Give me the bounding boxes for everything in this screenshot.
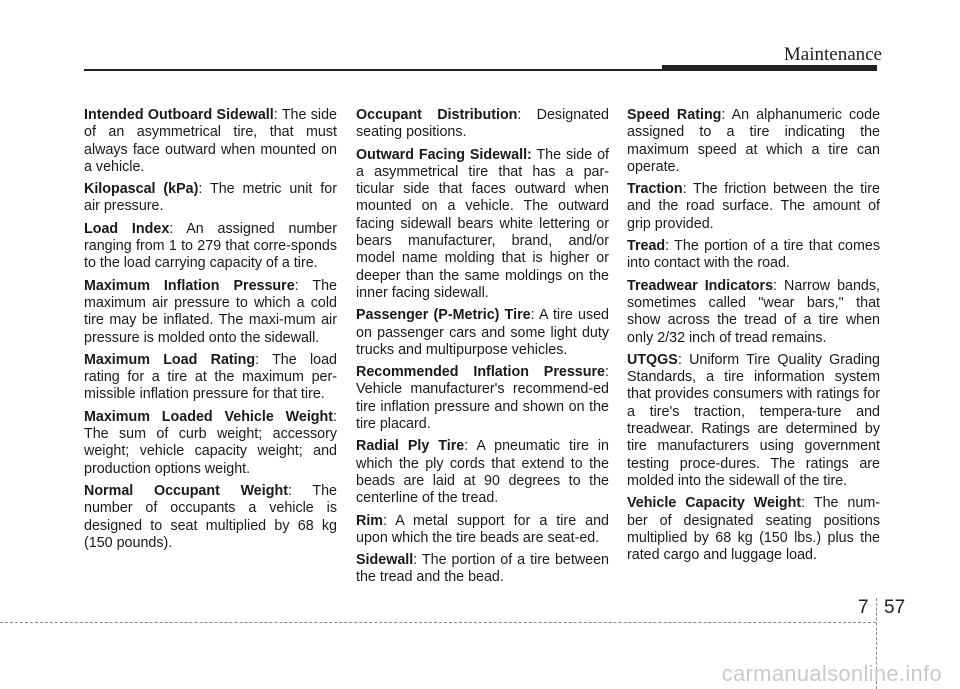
glossary-entry xyxy=(356,364,609,433)
glossary-definition: The load rating for a tire at the maximum per-missible inflation pressure for that tire. xyxy=(84,351,338,403)
glossary-entry xyxy=(84,221,337,273)
glossary-definition: A tire used on passenger cars and some light duty trucks and multipurpose vehicles. xyxy=(356,307,610,358)
glossary-term: Intended Outboard Sidewall xyxy=(84,107,274,123)
glossary-separator: : xyxy=(413,552,422,569)
glossary-separator: : xyxy=(677,351,690,368)
glossary-definition: The portion of a tire between the tread and the bead. xyxy=(356,552,609,586)
glossary-separator: : xyxy=(169,220,187,237)
glossary-entry xyxy=(627,278,880,347)
glossary-entry xyxy=(356,147,609,303)
glossary-separator: : xyxy=(333,408,337,425)
glossary-entry xyxy=(627,352,880,490)
glossary-term: Kilopascal (kPa) xyxy=(84,181,199,198)
glossary-definition: A pneumatic tire in which the ply cords that extend to the beads are laid at 90 degrees to the centerline of the tread. xyxy=(356,438,609,507)
glossary-entry xyxy=(356,307,609,359)
glossary-entry xyxy=(627,495,880,564)
glossary-column-2 xyxy=(356,107,609,592)
glossary-definition: Uniform Tire Quality Grading Standards, a tire information system that provides consumers with ratings for a tire's traction, tempera-ture and treadwear. Ratings are determined by tire manufacturers using government testing proce-dures. The ratings are molded into the sidewall of the tire. xyxy=(627,351,881,489)
glossary-separator: : xyxy=(383,512,396,529)
glossary-entry xyxy=(627,238,880,273)
glossary-definition: Narrow bands, sometimes called "wear bars," that show across the tread of a tire when only 2/32 inch of tread remains. xyxy=(627,277,880,346)
glossary-separator: : xyxy=(464,438,477,455)
glossary-definition: The number of occupants a vehicle is designed to seat multiplied by 68 kg (150 pounds). xyxy=(84,482,337,551)
glossary-separator: : xyxy=(198,181,210,198)
glossary-column-3 xyxy=(627,107,880,569)
glossary-separator: : xyxy=(287,482,313,499)
glossary-separator: : xyxy=(665,238,675,255)
glossary-definition: An assigned number ranging from 1 to 279 that corre-sponds to the load carrying capacity of a tire. xyxy=(84,220,338,272)
glossary-entry xyxy=(84,181,337,216)
glossary-definition: The side of a asymmetrical tire that has a par-ticular side that faces outward when mounted on a vehicle. The outward facing sidewall bears white lettering or bears manufacturer, brand, and/or model name molding that is higher or deeper than the same moldings on the inner facing sidewall. xyxy=(356,146,609,301)
chapter-number: 7 xyxy=(858,597,869,618)
glossary-entry xyxy=(356,513,609,548)
glossary-term: Outward Facing Sidewall: xyxy=(356,146,532,163)
glossary-term: Treadwear Indicators xyxy=(627,277,774,294)
glossary-definition: The metric unit for air pressure. xyxy=(84,181,337,215)
glossary-separator: : xyxy=(273,107,282,123)
header-rule-thick xyxy=(662,65,877,71)
footer-rule xyxy=(0,622,876,623)
glossary-separator: : xyxy=(294,277,313,294)
glossary-term: Normal Occupant Weight xyxy=(84,482,288,499)
glossary-column-1 xyxy=(84,107,337,557)
glossary-definition: The num-ber of designated seating positions multiplied by 68 kg (150 lbs.) plus the rated cargo and luggage load. xyxy=(627,495,881,564)
glossary-term: Load Index xyxy=(84,220,170,237)
glossary-definition: A metal support for a tire and upon which the tire beads are seat-ed. xyxy=(356,512,610,546)
glossary-separator: : xyxy=(605,364,609,381)
glossary-entry xyxy=(356,438,609,507)
glossary-definition: Vehicle manufacturer's recommend-ed tire inflation pressure and shown on the tire placard. xyxy=(356,381,609,433)
watermark: carmanualsonline.info xyxy=(721,661,942,686)
glossary-term: Occupant Distribution xyxy=(356,107,518,123)
glossary-entry xyxy=(627,181,880,233)
glossary-separator: : xyxy=(682,181,693,198)
glossary-separator: : xyxy=(801,495,814,512)
glossary-term: Vehicle Capacity Weight xyxy=(627,495,802,512)
glossary-term: Maximum Load Rating xyxy=(84,351,256,368)
glossary-definition: The friction between the tire and the road surface. The amount of grip provided. xyxy=(627,181,881,232)
glossary-term: Maximum Loaded Vehicle Weight xyxy=(84,408,334,425)
page-header-title: Maintenance xyxy=(783,44,882,65)
glossary-entry xyxy=(84,483,337,552)
glossary-definition: An alphanumeric code assigned to a tire indicating the maximum speed at which a tire can operate. xyxy=(627,107,881,175)
glossary-entry xyxy=(356,552,609,587)
glossary-definition: The maximum air pressure to which a cold tire may be inflated. The maxi-mum air pressure is molded onto the sidewall. xyxy=(84,277,337,346)
glossary-entry xyxy=(84,409,337,478)
glossary-definition: The sum of curb weight; accessory weight; vehicle capacity weight; and production options weight. xyxy=(84,426,337,477)
glossary-definition: The side of an asymmetrical tire, that must always face outward when mounted on a vehicle. xyxy=(84,107,337,175)
glossary-term: Tread xyxy=(627,238,666,255)
glossary-separator: : xyxy=(530,307,539,324)
glossary-definition: Designated seating positions. xyxy=(356,107,609,141)
header-rule-thin xyxy=(84,69,662,71)
glossary-entry xyxy=(627,107,880,176)
glossary-entry xyxy=(84,278,337,347)
glossary-term: UTQGS xyxy=(627,351,678,368)
glossary-separator: : xyxy=(721,107,732,123)
page-number: 57 xyxy=(884,597,906,618)
glossary-entry xyxy=(84,352,337,404)
glossary-separator: : xyxy=(517,107,537,123)
glossary-term: Sidewall xyxy=(356,552,414,569)
glossary-term: Recommended Inflation Pressure xyxy=(356,364,606,381)
glossary-term: Radial Ply Tire xyxy=(356,438,465,455)
glossary-separator: : xyxy=(255,351,273,368)
glossary-term: Rim xyxy=(356,512,384,529)
glossary-term: Traction xyxy=(627,181,683,198)
glossary-term: Maximum Inflation Pressure xyxy=(84,277,295,294)
glossary-definition: The portion of a tire that comes into contact with the road. xyxy=(627,238,881,272)
glossary-term: Speed Rating xyxy=(627,107,722,123)
glossary-entry xyxy=(84,107,337,176)
glossary-term: Passenger (P-Metric) Tire xyxy=(356,307,531,324)
glossary-separator: : xyxy=(773,277,785,294)
glossary-entry xyxy=(356,107,609,142)
